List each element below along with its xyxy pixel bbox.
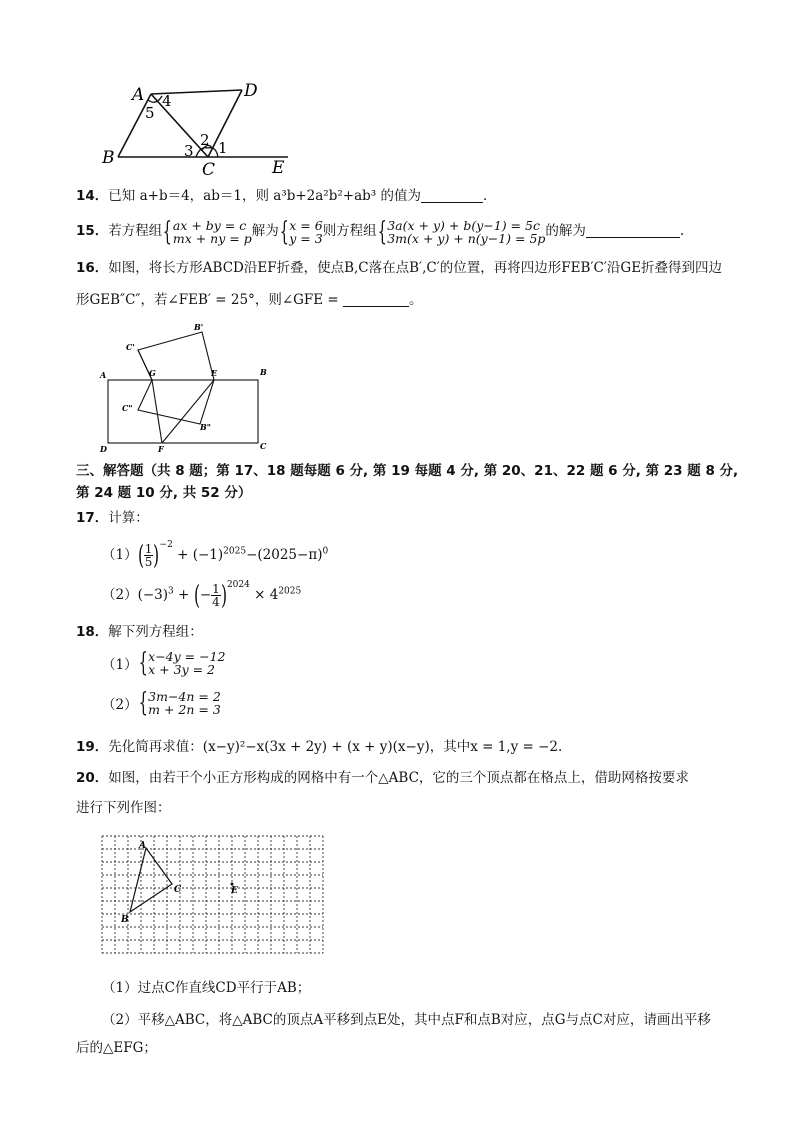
question-text: 若方程组	[108, 223, 163, 239]
expression: −(2025−π)	[246, 547, 323, 563]
system-line: x−4y = −12	[148, 649, 226, 664]
system	[148, 690, 221, 716]
question-15	[76, 216, 684, 246]
system-line: 3m(x + y) + n(y−1) = 5p	[387, 230, 546, 246]
label-4: 4	[162, 92, 172, 110]
question-text: 如图，由若干个小正方形构成的网格中有一个△ABC，它的三个顶点都在格点上，借助网格按要求	[108, 770, 689, 786]
label-C: C	[202, 160, 216, 178]
solution	[289, 219, 322, 245]
question-19	[76, 737, 562, 757]
label-2: 2	[200, 131, 210, 149]
question-text: 计算：	[108, 510, 149, 526]
label-C: C	[174, 885, 182, 895]
question-text: 进行下列作图：	[76, 800, 171, 816]
system-line: m + 2n = 3	[148, 702, 221, 717]
label-3: 3	[184, 142, 194, 160]
label-C2: C"	[122, 403, 133, 413]
question-number: 19．	[76, 739, 109, 755]
brace: {	[138, 648, 148, 678]
expression: × 4	[249, 587, 279, 603]
brace: {	[138, 688, 148, 718]
label-E: E	[272, 158, 285, 178]
exponent: 2025	[223, 546, 247, 557]
section-3-header: 三、解答题（共 8 题；第 17、18 题每题 6 分, 第 19 每题 4 分, 第 20、21、22 题 6 分, 第 23 题 8 分, 第 24 题 10 分, 共 52 分）	[76, 463, 739, 501]
expression: +	[173, 587, 194, 603]
figure-grid	[98, 832, 324, 962]
q18-part2	[102, 690, 221, 716]
exponent: −2	[159, 540, 173, 550]
label-A: A	[100, 370, 107, 380]
question-16-line1	[76, 258, 722, 278]
part-label: （1）	[102, 547, 138, 563]
question-text: 则方程组	[322, 223, 377, 239]
label-5: 5	[145, 104, 155, 122]
figure-folding-rectangle	[94, 320, 284, 455]
q17-part2	[102, 580, 301, 611]
label-G: G	[149, 368, 156, 378]
answer-blank[interactable]	[586, 223, 680, 238]
question-16-line2	[76, 290, 423, 310]
question-20-line2	[76, 798, 171, 818]
denominator: 5	[144, 555, 153, 569]
question-17	[76, 508, 149, 528]
system-line: mx + ny = p	[172, 230, 252, 246]
system-line: x = 6	[289, 217, 323, 233]
q18-part1	[102, 650, 225, 676]
label-C1: C'	[126, 342, 135, 352]
question-text: 形GEB″C″，若∠FEB′ = 25°，则∠GFE =	[76, 292, 344, 308]
q20-part2-line2: 后的△EFG；	[76, 1040, 157, 1056]
question-20-line1	[76, 768, 689, 788]
system-line: ax + by = c	[172, 217, 247, 233]
label-D: D	[100, 444, 107, 454]
question-text: 解下列方程组：	[108, 624, 203, 640]
label-1: 1	[218, 139, 228, 157]
grid-lines	[102, 836, 323, 953]
denominator: 4	[212, 595, 220, 609]
question-end: ．	[482, 188, 497, 204]
question-number: 15．	[76, 223, 109, 239]
numerator: 1	[212, 582, 220, 596]
brace: {	[279, 216, 289, 247]
label-B: B	[121, 915, 129, 925]
minus-sign: −	[199, 587, 212, 603]
paren: (	[193, 580, 200, 611]
question-number: 20．	[76, 770, 109, 786]
system-1	[173, 219, 252, 245]
exponent: 2025	[278, 586, 302, 597]
question-text: 解为	[251, 223, 279, 239]
question-number: 16．	[76, 260, 109, 276]
label-E: E	[231, 886, 238, 896]
paren: (	[137, 540, 144, 571]
label-C: C	[260, 441, 267, 451]
fraction	[144, 543, 154, 568]
fraction	[211, 583, 221, 608]
system-line: 3m−4n = 2	[148, 689, 221, 704]
exponent: 0	[322, 546, 329, 557]
part-label: （1）	[102, 657, 138, 673]
question-18	[76, 622, 203, 642]
expression: + (−1)	[172, 547, 224, 563]
label-A: A	[139, 841, 146, 851]
expression: (−3)	[137, 587, 169, 603]
brace: {	[377, 216, 387, 247]
brace: {	[163, 216, 173, 247]
system-line: 3a(x + y) + b(y−1) = 5c	[387, 217, 540, 233]
paren: )	[153, 540, 160, 571]
label-A: A	[132, 85, 145, 105]
question-number: 18．	[76, 624, 109, 640]
label-B2: B"	[200, 422, 211, 432]
label-B: B	[102, 148, 115, 168]
system-line: x + 3y = 2	[148, 662, 215, 677]
part-label: （2）	[102, 697, 138, 713]
question-text: 先化简再求值：(x−y)²−x(3x + 2y) + (x + y)(x−y)，其中x = 1,y = −2.	[108, 739, 563, 755]
label-F: F	[158, 444, 164, 454]
q17-part1	[102, 540, 328, 571]
question-end: .	[679, 223, 685, 239]
system-2	[387, 219, 545, 245]
system	[148, 650, 225, 676]
question-number: 14．	[76, 188, 109, 204]
label-E: E	[211, 368, 218, 378]
label-D: D	[244, 81, 258, 101]
question-end: 。	[409, 292, 423, 308]
question-number: 17．	[76, 510, 109, 526]
question-text: 如图，将长方形ABCD沿EF折叠，使点B,C落在点B′,C′的位置，再将四边形FEB′C′沿GE折叠得到四边	[108, 260, 723, 276]
question-14	[76, 186, 496, 206]
question-text: 的解为	[545, 223, 586, 239]
figure-parallelogram	[96, 80, 306, 178]
q20-part1: （1）过点C作直线CD平行于AB；	[102, 980, 311, 996]
numerator: 1	[144, 542, 153, 556]
q20-part2-line1: （2）平移△ABC，将△ABC的顶点A平移到点E处，其中点F和点B对应，点G与点C对应，请画出平移	[102, 1012, 711, 1028]
question-text: 已知 a+b＝4，ab＝1，则 a³b+2a²b²+ab³ 的值为	[108, 188, 421, 204]
label-B1: B'	[194, 322, 204, 332]
exponent: 2024	[226, 580, 250, 590]
system-line: y = 3	[289, 230, 323, 246]
part-label: （2）	[102, 587, 138, 603]
exponent: 3	[168, 586, 174, 597]
paren: )	[220, 580, 227, 611]
answer-blank[interactable]	[343, 292, 409, 307]
answer-blank[interactable]	[421, 188, 483, 203]
label-B: B	[260, 367, 267, 377]
